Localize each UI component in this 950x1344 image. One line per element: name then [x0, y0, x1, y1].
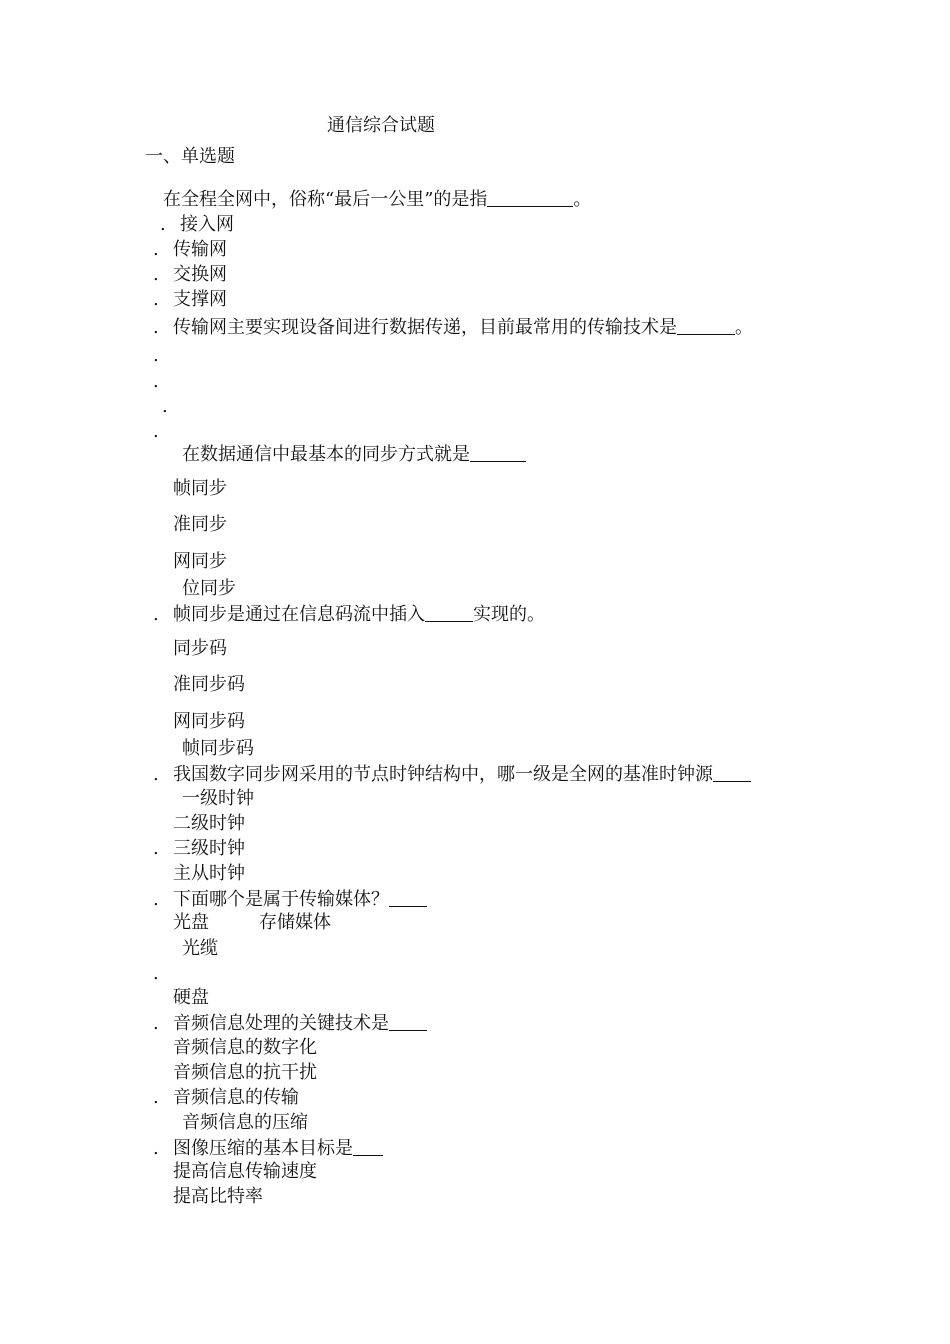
bullet: . — [153, 1087, 159, 1108]
option-text: 支撑网 — [173, 289, 227, 310]
question-text: 在全程全网中，俗称“最后一公里”的是指 — [163, 189, 488, 210]
question-5 — [153, 763, 751, 786]
option-6-bullet — [153, 963, 173, 985]
question-end: 。 — [735, 317, 753, 338]
bullet: . — [153, 371, 159, 392]
bullet: . — [162, 396, 168, 417]
option-6d: 硬盘 — [173, 987, 209, 1008]
question-3 — [182, 443, 526, 466]
question-text: 图像压缩的基本目标是 — [173, 1138, 353, 1159]
answer-blank — [677, 316, 735, 335]
question-end: 实现的。 — [473, 604, 545, 625]
option-2d — [153, 421, 173, 443]
question-text: 帧同步是通过在信息码流中插入 — [173, 604, 425, 625]
option-text: 接入网 — [180, 214, 234, 235]
option-1a — [160, 214, 234, 236]
option-4c: 网同步码 — [173, 711, 245, 732]
option-1d — [153, 289, 227, 311]
option-1b — [153, 239, 227, 261]
option-7c — [153, 1087, 299, 1109]
option-text: 传输网 — [173, 239, 227, 260]
option-5b: 二级时钟 — [173, 813, 245, 834]
bullet: . — [153, 345, 159, 366]
option-text: 交换网 — [173, 264, 227, 285]
option-text: 三级时钟 — [173, 838, 245, 859]
option-5c — [153, 838, 245, 860]
bullet: . — [160, 214, 166, 235]
option-8b: 提高比特率 — [173, 1186, 263, 1207]
option-5a: 一级时钟 — [182, 788, 254, 809]
page-title: 通信综合试题 — [327, 115, 435, 136]
option-7d: 音频信息的压缩 — [182, 1112, 308, 1133]
answer-blank — [470, 443, 526, 462]
option-4b: 准同步码 — [173, 674, 245, 695]
option-4d: 帧同步码 — [182, 738, 254, 759]
question-2 — [153, 316, 753, 339]
option-3d: 位同步 — [182, 578, 236, 599]
option-3b: 准同步 — [173, 514, 227, 535]
question-6 — [153, 888, 427, 911]
option-6c: 光缆 — [182, 938, 218, 959]
question-text: 音频信息处理的关键技术是 — [173, 1013, 389, 1034]
question-text: 下面哪个是属于传输媒体？ — [173, 889, 389, 910]
bullet: . — [153, 764, 159, 785]
option-8a: 提高信息传输速度 — [173, 1161, 317, 1182]
option-4a: 同步码 — [173, 638, 227, 659]
section-heading: 一、单选题 — [145, 146, 235, 167]
question-end: 。 — [573, 189, 592, 210]
bullet: . — [153, 264, 159, 285]
question-4 — [153, 603, 545, 626]
option-2b — [153, 371, 173, 393]
option-3c: 网同步 — [173, 551, 227, 572]
bullet: . — [153, 889, 159, 910]
question-text: 在数据通信中最基本的同步方式就是 — [182, 444, 470, 465]
option-7b: 音频信息的抗干扰 — [173, 1062, 317, 1083]
option-7a: 音频信息的数字化 — [173, 1037, 317, 1058]
bullet: . — [153, 1138, 159, 1159]
answer-blank — [713, 763, 751, 782]
bullet: . — [153, 1013, 159, 1034]
option-6b: 存储媒体 — [259, 912, 331, 933]
bullet: . — [153, 963, 159, 984]
answer-blank — [425, 603, 473, 622]
bullet: . — [153, 317, 159, 338]
option-2a — [153, 345, 173, 367]
option-text: 音频信息的传输 — [173, 1087, 299, 1108]
option-3a: 帧同步 — [173, 478, 227, 499]
option-1c — [153, 264, 227, 286]
option-6a: 光盘 — [173, 912, 209, 933]
question-1 — [163, 188, 591, 211]
bullet: . — [153, 838, 159, 859]
option-2c — [162, 396, 182, 418]
question-text: 我国数字同步网采用的节点时钟结构中，哪一级是全网的基准时钟源 — [173, 764, 713, 785]
bullet: . — [153, 604, 159, 625]
answer-blank — [389, 1012, 427, 1031]
bullet: . — [153, 421, 159, 442]
option-5d: 主从时钟 — [173, 863, 245, 884]
answer-blank — [487, 188, 573, 207]
bullet: . — [153, 239, 159, 260]
bullet: . — [153, 289, 159, 310]
question-8 — [153, 1137, 383, 1160]
answer-blank — [389, 888, 427, 907]
question-7 — [153, 1012, 427, 1035]
answer-blank — [353, 1137, 383, 1156]
question-text: 传输网主要实现设备间进行数据传递，目前最常用的传输技术是 — [173, 317, 677, 338]
